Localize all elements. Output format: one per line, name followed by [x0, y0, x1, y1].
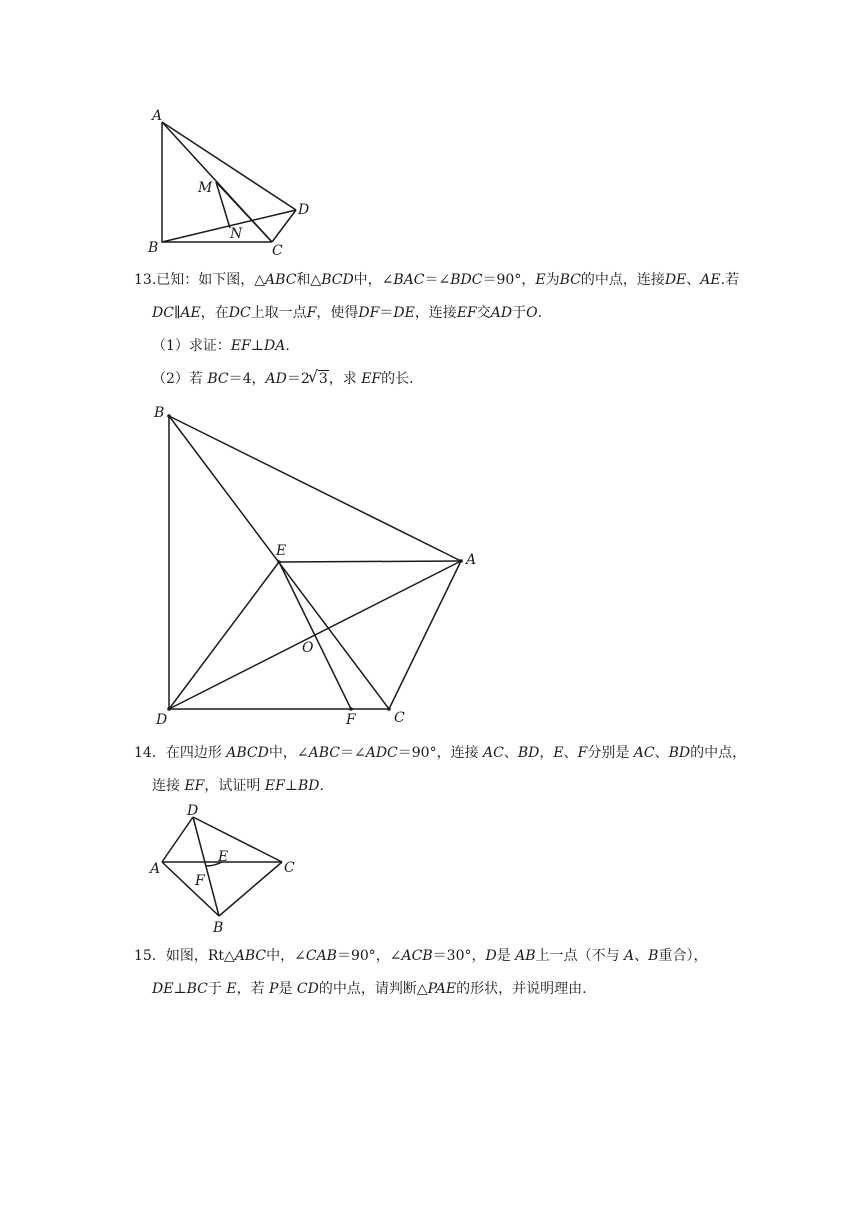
fig14-label-D: D: [187, 803, 199, 819]
fig13-label-F: F: [346, 712, 356, 728]
fig13-label-B: B: [154, 405, 165, 421]
fig12-label-M: M: [198, 180, 213, 196]
fig13-label-O: O: [302, 640, 314, 656]
fig12-label-C: C: [272, 243, 283, 259]
fig13-label-E: E: [276, 543, 287, 559]
q13-part1: （1）求证：EF⊥DA.: [152, 338, 290, 354]
fig13-label-D: D: [156, 712, 168, 728]
fig14-segment-DC: [193, 817, 282, 862]
q13-statement-line2: DC∥AE，在DC上取一点F，使得DF＝DE，连接EF交AD于O.: [152, 305, 543, 321]
fig14-label-B: B: [213, 920, 224, 936]
q14-statement-line1: 14．在四边形 ABCD中，∠ABC＝∠ADC＝90°，连接 AC、BD，E、F分别是 AC、BD的中点，: [134, 745, 747, 761]
fig13-label-C: C: [394, 710, 405, 726]
q13-part2: （2）若 BC＝4，AD＝2√ 3，求 EF的长.: [152, 369, 414, 389]
fig14-segment-CB: [219, 862, 282, 916]
fig14-segment-AD: [162, 817, 193, 862]
q13-statement-line1: 13.已知：如下图，△ABC和△BCD中，∠BAC＝∠BDC＝90°，E为BC的中点，连接DE、AE.若: [134, 272, 740, 288]
fig14-segment-BA: [162, 862, 219, 916]
sqrt-radical: √ 3: [310, 369, 329, 389]
q15-statement-line2: DE⊥BC于 E，若 P是 CD的中点，请判断△PAE的形状，并说明理由.: [152, 981, 587, 997]
fig14-label-A: A: [150, 861, 161, 877]
fig12-label-D: D: [298, 202, 310, 218]
fig14-label-F: F: [195, 873, 205, 889]
fig12-label-A: A: [152, 108, 163, 124]
fig13-label-A: A: [466, 552, 477, 568]
fig12-label-B: B: [148, 240, 159, 256]
q14-statement-line2: 连接 EF，试证明 EF⊥BD.: [152, 778, 324, 794]
fig12-label-N: N: [230, 226, 243, 242]
fig14-label-E: E: [218, 849, 229, 865]
q15-statement-line1: 15．如图，Rt△ABC中，∠CAB＝90°，∠ACB＝30°，D是 AB上一点（不与 A、B重合），: [134, 948, 708, 964]
fig14-label-C: C: [284, 860, 295, 876]
